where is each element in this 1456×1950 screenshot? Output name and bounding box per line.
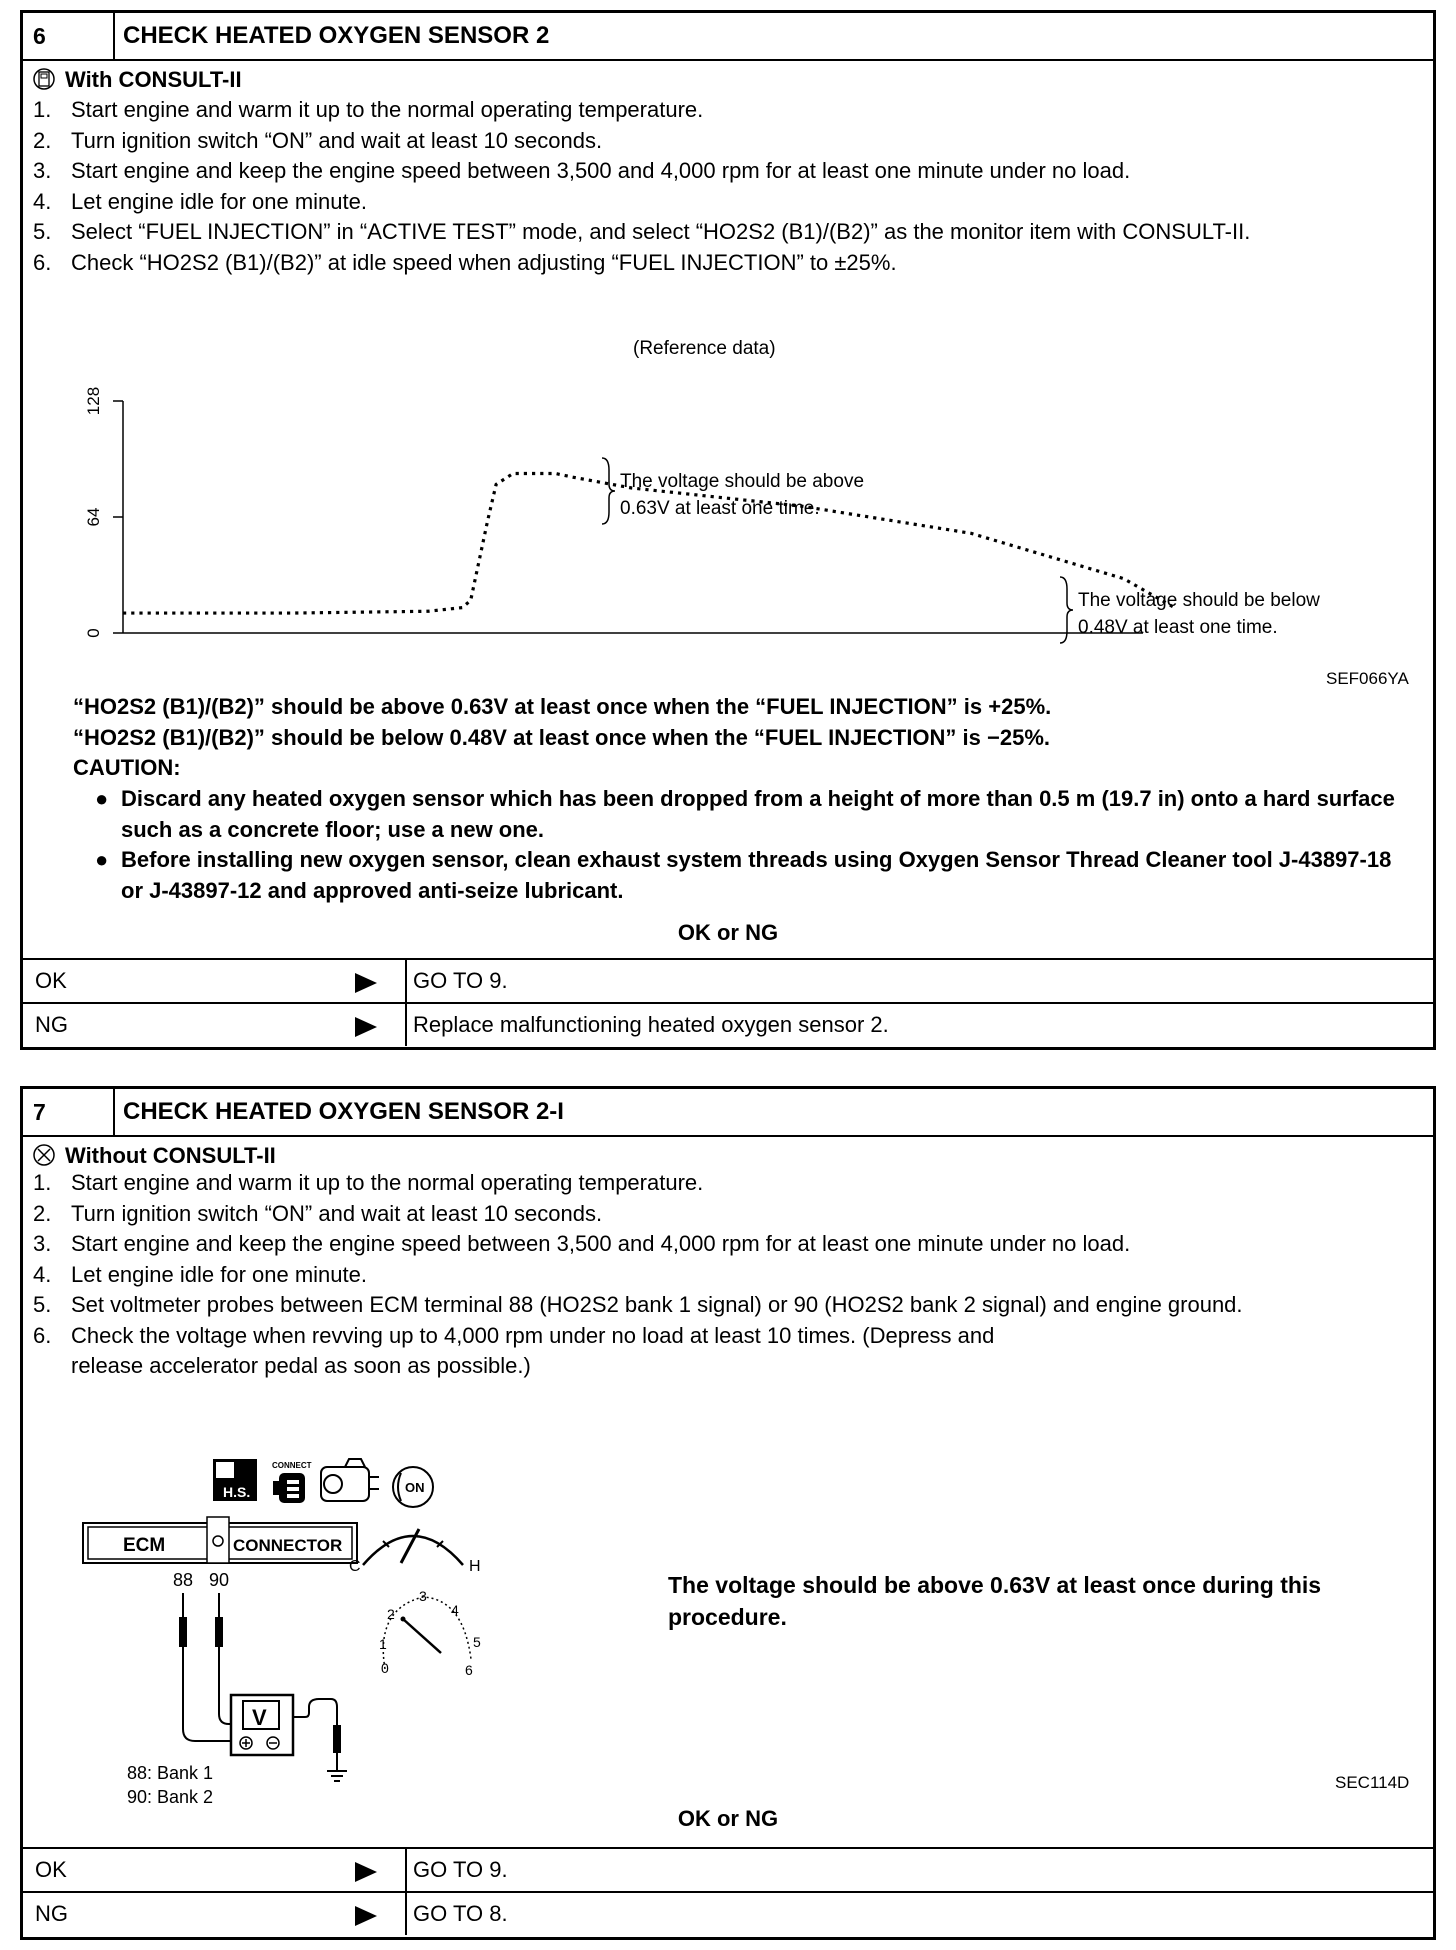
tachometer-icon (379, 1588, 481, 1678)
caution-item: ● Before installing new oxygen sensor, clean exhaust system threads using Oxygen Sensor Thread Cleaner tool J-43897-18 or J-43897-12 and approved anti-seize lubricant. (95, 847, 1392, 903)
svg-text:6: 6 (465, 1662, 473, 1678)
result-row-ok (23, 1847, 1433, 1891)
result-key: NG (35, 1901, 68, 1926)
section-title: CHECK HEATED OXYGEN SENSOR 2-I (123, 1098, 564, 1125)
step: 3. Start engine and keep the engine speed between 3,500 and 4,000 rpm for at least one minute under no load. (33, 158, 1131, 183)
y-tick-label: 64 (84, 507, 103, 527)
figure-code: SEF066YA (1326, 669, 1409, 688)
result-row-ok (23, 958, 1433, 1002)
chart-title: (Reference data) (633, 338, 776, 359)
step: 4. Let engine idle for one minute. (33, 188, 367, 214)
svg-text:H: H (469, 1558, 481, 1575)
temperature-gauge-icon (349, 1529, 481, 1575)
section-7 (20, 1086, 1436, 1940)
brace-above (600, 456, 616, 526)
svg-text:2: 2 (387, 1606, 395, 1622)
section-header (23, 13, 1433, 61)
svg-text:C: C (349, 1558, 361, 1575)
statement-above: “HO2S2 (B1)/(B2)” should be above 0.63V at least once when the “FUEL INJECTION” is +25%. (73, 694, 1052, 719)
svg-text:ECM: ECM (123, 1535, 166, 1556)
svg-text:CONNECTOR: CONNECTOR (233, 1536, 343, 1555)
svg-text:ON: ON (405, 1480, 425, 1495)
caution-item: ● Discard any heated oxygen sensor which has been dropped from a height of more than 0.5 m (19.7 in) onto a hard surface such as a concrete floor; use a new one. (95, 786, 1395, 842)
procedure-steps (23, 1168, 1423, 1382)
result-action: GO TO 8. (405, 1893, 1433, 1935)
engine-icon (321, 1459, 379, 1501)
caution-label: CAUTION: (73, 755, 181, 780)
section-number: 6 (23, 13, 115, 59)
consult-mode (33, 66, 242, 94)
step: 2. Turn ignition switch “ON” and wait at least 10 seconds. (33, 1200, 603, 1226)
svg-text:4: 4 (451, 1602, 459, 1618)
svg-text:1: 1 (379, 1636, 387, 1652)
result-action: GO TO 9. (405, 960, 1433, 1002)
consult-icon (33, 67, 55, 91)
svg-text:CONNECT: CONNECT (272, 1461, 312, 1470)
mode-label: Without CONSULT-II (65, 1143, 276, 1168)
step: 5. Set voltmeter probes between ECM terminal 88 (HO2S2 bank 1 signal) or 90 (HO2S2 bank 2 signal) and engine ground. (33, 1292, 1243, 1317)
connect-icon (272, 1461, 312, 1503)
annotation-below: The voltage should be below 0.48V at least one time. (1078, 590, 1320, 638)
step: 3. Start engine and keep the engine speed between 3,500 and 4,000 rpm for at least one minute under no load. (33, 1231, 1131, 1256)
step: 6. Check the voltage when revving up to 4,000 rpm under no load at least 10 times. (Depress and release accelerator pedal as soon as possible.) (33, 1322, 995, 1378)
ok-ng-label: OK or NG (677, 1806, 779, 1831)
brace-below (1058, 575, 1074, 645)
result-action: Replace malfunctioning heated oxygen sensor 2. (405, 1004, 1433, 1046)
step: 2. Turn ignition switch “ON” and wait at least 10 seconds. (33, 127, 603, 153)
ecm-voltmeter-diagram (83, 1459, 503, 1839)
mode-label: With CONSULT-II (65, 67, 242, 92)
arrow-right-icon (355, 973, 377, 993)
voltage-note: The voltage should be above 0.63V at least once during this procedure. (668, 1572, 1322, 1630)
ok-ng-label: OK or NG (677, 920, 779, 945)
consult-mode (33, 1142, 276, 1170)
no-consult-icon (33, 1143, 55, 1167)
result-row-ng (23, 1002, 1433, 1046)
step: 5. Select “FUEL INJECTION” in “ACTIVE TEST” mode, and select “HO2S2 (B1)/(B2)” as the monitor item with CONSULT-II. (33, 219, 1251, 244)
arrow-right-icon (355, 1017, 377, 1037)
result-key: OK (35, 968, 67, 993)
section-title: CHECK HEATED OXYGEN SENSOR 2 (123, 22, 550, 49)
svg-text:5: 5 (473, 1634, 481, 1650)
arrow-right-icon (355, 1906, 377, 1926)
legend-bank1: 88: Bank 1 (127, 1763, 214, 1783)
svg-text:90: 90 (209, 1570, 230, 1590)
step: 1. Start engine and warm it up to the normal operating temperature. (33, 97, 704, 122)
statement-below: “HO2S2 (B1)/(B2)” should be below 0.48V at least once when the “FUEL INJECTION” is −25%. (73, 725, 1050, 750)
svg-text:V: V (252, 1705, 267, 1730)
annotation-above: The voltage should be above 0.63V at least one time. (620, 471, 865, 519)
svg-text:0: 0 (381, 1660, 389, 1676)
result-action: GO TO 9. (405, 1849, 1433, 1891)
arrow-right-icon (355, 1862, 377, 1882)
step: 6. Check “HO2S2 (B1)/(B2)” at idle speed when adjusting “FUEL INJECTION” to ±25%. (33, 249, 897, 275)
voltmeter (231, 1695, 347, 1781)
svg-text:88: 88 (173, 1570, 194, 1590)
step: 1. Start engine and warm it up to the normal operating temperature. (33, 1170, 704, 1195)
procedure-steps (23, 95, 1423, 278)
figure-code: SEC114D (1335, 1773, 1410, 1792)
step: 4. Let engine idle for one minute. (33, 1261, 367, 1287)
result-key: OK (35, 1857, 67, 1882)
svg-text:H.S.: H.S. (223, 1484, 251, 1500)
svg-text:3: 3 (419, 1588, 427, 1604)
section-6 (20, 10, 1436, 1050)
section-number: 7 (23, 1089, 115, 1135)
legend-bank2: 90: Bank 2 (127, 1787, 214, 1807)
test-probes (179, 1593, 231, 1741)
section-header (23, 1089, 1433, 1137)
y-tick-label: 0 (84, 628, 103, 638)
result-row-ng (23, 1891, 1433, 1935)
ignition-key-icon (393, 1467, 433, 1507)
hs-icon (213, 1459, 257, 1501)
result-key: NG (35, 1012, 68, 1037)
ecm-connector (83, 1517, 357, 1563)
y-tick-label: 128 (84, 386, 103, 416)
